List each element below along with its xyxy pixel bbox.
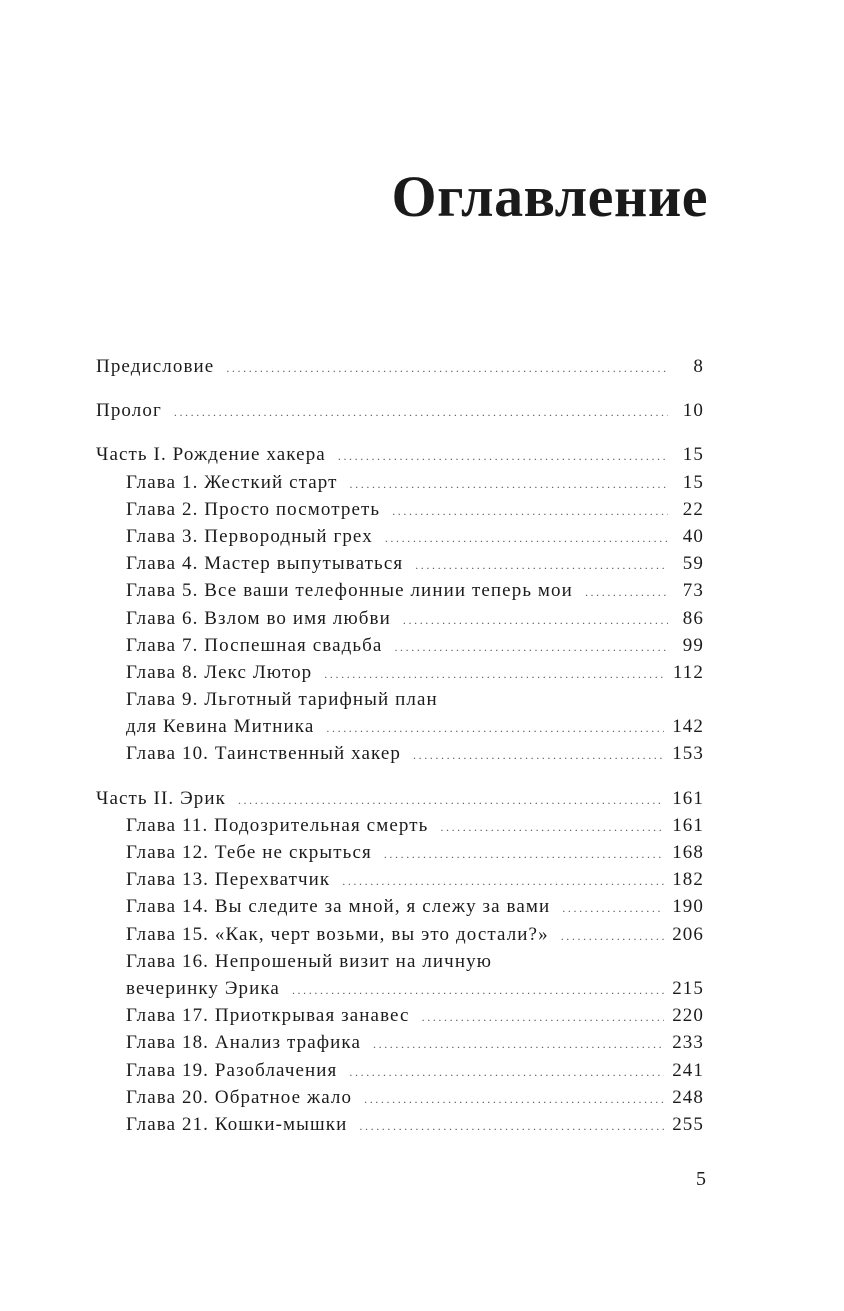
dot-leader bbox=[373, 1031, 664, 1058]
dot-leader bbox=[384, 841, 664, 868]
entry-page: 161 bbox=[672, 787, 704, 809]
toc-part-2[interactable] bbox=[96, 785, 704, 812]
toc-chapter-entry[interactable] bbox=[96, 577, 704, 604]
toc-chapter-entry[interactable] bbox=[96, 975, 704, 1002]
toc-chapter-entry[interactable] bbox=[96, 866, 704, 893]
toc-chapter-entry[interactable] bbox=[96, 893, 704, 920]
toc-chapter-entry[interactable] bbox=[96, 1084, 704, 1111]
chapter-label: Глава 10. Таинственный хакер bbox=[126, 743, 401, 765]
dot-leader bbox=[292, 977, 664, 1004]
toc-entry-prologue[interactable] bbox=[96, 397, 704, 424]
chapter-page: 99 bbox=[682, 634, 704, 656]
toc-chapter-entry[interactable] bbox=[96, 659, 704, 686]
chapter-page: 206 bbox=[672, 923, 704, 945]
chapter-page: 59 bbox=[682, 553, 704, 575]
chapter-label: Глава 12. Тебе не скрыться bbox=[126, 842, 372, 863]
dot-leader bbox=[392, 498, 668, 525]
toc-chapter-entry[interactable] bbox=[96, 740, 704, 767]
dot-leader bbox=[338, 443, 668, 470]
dot-leader bbox=[359, 1113, 664, 1140]
dot-leader bbox=[585, 579, 668, 606]
chapter-label: Глава 4. Мастер выпутываться bbox=[126, 553, 404, 575]
dot-leader bbox=[561, 923, 664, 950]
entry-page: 10 bbox=[682, 400, 704, 422]
chapter-page: 73 bbox=[682, 580, 704, 602]
chapter-page: 248 bbox=[672, 1086, 704, 1108]
entry-label: Часть II. Эрик bbox=[96, 787, 226, 809]
chapter-label: Глава 14. Вы следите за мной, я слежу за вами bbox=[126, 896, 551, 918]
toc-chapter-entry[interactable] bbox=[96, 523, 704, 550]
chapter-label: Глава 18. Анализ трафика bbox=[126, 1032, 361, 1054]
chapter-page: 190 bbox=[672, 896, 704, 918]
chapter-page: 153 bbox=[672, 743, 704, 765]
dot-leader bbox=[403, 607, 668, 634]
toc-part-1[interactable] bbox=[96, 441, 704, 468]
dot-leader bbox=[415, 552, 668, 579]
toc-chapter-entry[interactable] bbox=[96, 550, 704, 577]
chapter-label: Глава 17. Приоткрывая занавес bbox=[126, 1005, 410, 1027]
chapter-page: 161 bbox=[672, 814, 704, 836]
entry-page: 15 bbox=[682, 444, 704, 466]
dot-leader bbox=[394, 634, 668, 661]
chapter-label: Глава 7. Поспешная свадьба bbox=[126, 634, 383, 656]
dot-leader bbox=[342, 868, 664, 895]
dot-leader bbox=[349, 1059, 664, 1086]
chapter-label: Глава 2. Просто посмотреть bbox=[126, 498, 381, 520]
chapter-label: Глава 13. Перехватчик bbox=[126, 869, 331, 891]
toc-chapter-entry[interactable] bbox=[96, 812, 704, 839]
toc-chapter-entry[interactable] bbox=[96, 1002, 704, 1029]
chapter-page: 168 bbox=[672, 842, 704, 863]
chapter-label: Глава 20. Обратное жало bbox=[126, 1086, 353, 1108]
toc-chapter-entry[interactable] bbox=[96, 632, 704, 659]
dot-leader bbox=[385, 525, 668, 552]
chapter-page: 220 bbox=[672, 1005, 704, 1027]
toc-chapter-entry[interactable] bbox=[96, 839, 704, 866]
toc-chapter-line1: Глава 16. Непрошеный визит на личную bbox=[126, 950, 492, 972]
chapter-label: Глава 6. Взлом во имя любви bbox=[126, 607, 391, 629]
toc-chapter-entry[interactable] bbox=[96, 605, 704, 632]
toc-chapter-entry[interactable] bbox=[96, 1111, 704, 1138]
chapter-label: Глава 11. Подозрительная смерть bbox=[126, 814, 429, 836]
chapter-label: для Кевина Митника bbox=[126, 716, 315, 738]
dot-leader bbox=[174, 399, 668, 426]
chapter-label: Глава 3. Первородный грех bbox=[126, 525, 373, 547]
page-number: 5 bbox=[696, 1168, 706, 1190]
dot-leader bbox=[440, 814, 664, 841]
toc-entry-preface[interactable] bbox=[96, 353, 704, 380]
toc-chapter-entry[interactable] bbox=[96, 469, 704, 496]
dot-leader bbox=[238, 787, 664, 814]
dot-leader bbox=[364, 1086, 664, 1113]
dot-leader bbox=[350, 471, 668, 498]
chapter-label: Глава 15. «Как, черт возьми, вы это достали?» bbox=[126, 923, 549, 945]
dot-leader bbox=[226, 355, 668, 382]
chapter-page: 241 bbox=[672, 1059, 704, 1081]
toc-chapter-entry[interactable] bbox=[96, 713, 704, 740]
chapter-label: Глава 8. Лекс Лютор bbox=[126, 661, 313, 683]
chapter-label: Глава 19. Разоблачения bbox=[126, 1059, 338, 1081]
entry-label: Часть I. Рождение хакера bbox=[96, 444, 326, 466]
chapter-page: 15 bbox=[682, 471, 704, 493]
entry-label: Предисловие bbox=[96, 356, 215, 377]
dot-leader bbox=[326, 715, 664, 742]
table-of-contents bbox=[96, 353, 704, 1138]
toc-chapter-entry[interactable] bbox=[96, 1057, 704, 1084]
entry-label: Пролог bbox=[96, 400, 162, 422]
chapter-label: вечеринку Эрика bbox=[126, 977, 280, 999]
chapter-page: 40 bbox=[682, 525, 704, 547]
toc-chapter-line1: Глава 9. Льготный тарифный план bbox=[126, 689, 438, 711]
page-title: Оглавление bbox=[391, 164, 708, 229]
entry-page: 8 bbox=[693, 356, 704, 377]
chapter-page: 215 bbox=[672, 977, 704, 999]
chapter-page: 142 bbox=[672, 716, 704, 738]
dot-leader bbox=[562, 895, 664, 922]
chapter-label: Глава 5. Все ваши телефонные линии теперь мои bbox=[126, 580, 573, 602]
chapter-page: 86 bbox=[682, 607, 704, 629]
dot-leader bbox=[324, 661, 665, 688]
toc-chapter-entry[interactable] bbox=[96, 921, 704, 948]
toc-chapter-entry[interactable] bbox=[96, 1029, 704, 1056]
dot-leader bbox=[422, 1004, 665, 1031]
dot-leader bbox=[413, 742, 664, 769]
chapter-page: 233 bbox=[672, 1032, 704, 1054]
chapter-label: Глава 1. Жесткий старт bbox=[126, 471, 338, 493]
chapter-page: 255 bbox=[672, 1113, 704, 1135]
toc-chapter-entry[interactable] bbox=[96, 496, 704, 523]
chapter-page: 22 bbox=[682, 498, 704, 520]
chapter-page: 182 bbox=[672, 869, 704, 891]
chapter-label: Глава 21. Кошки-мышки bbox=[126, 1113, 348, 1135]
chapter-page: 112 bbox=[672, 661, 704, 683]
